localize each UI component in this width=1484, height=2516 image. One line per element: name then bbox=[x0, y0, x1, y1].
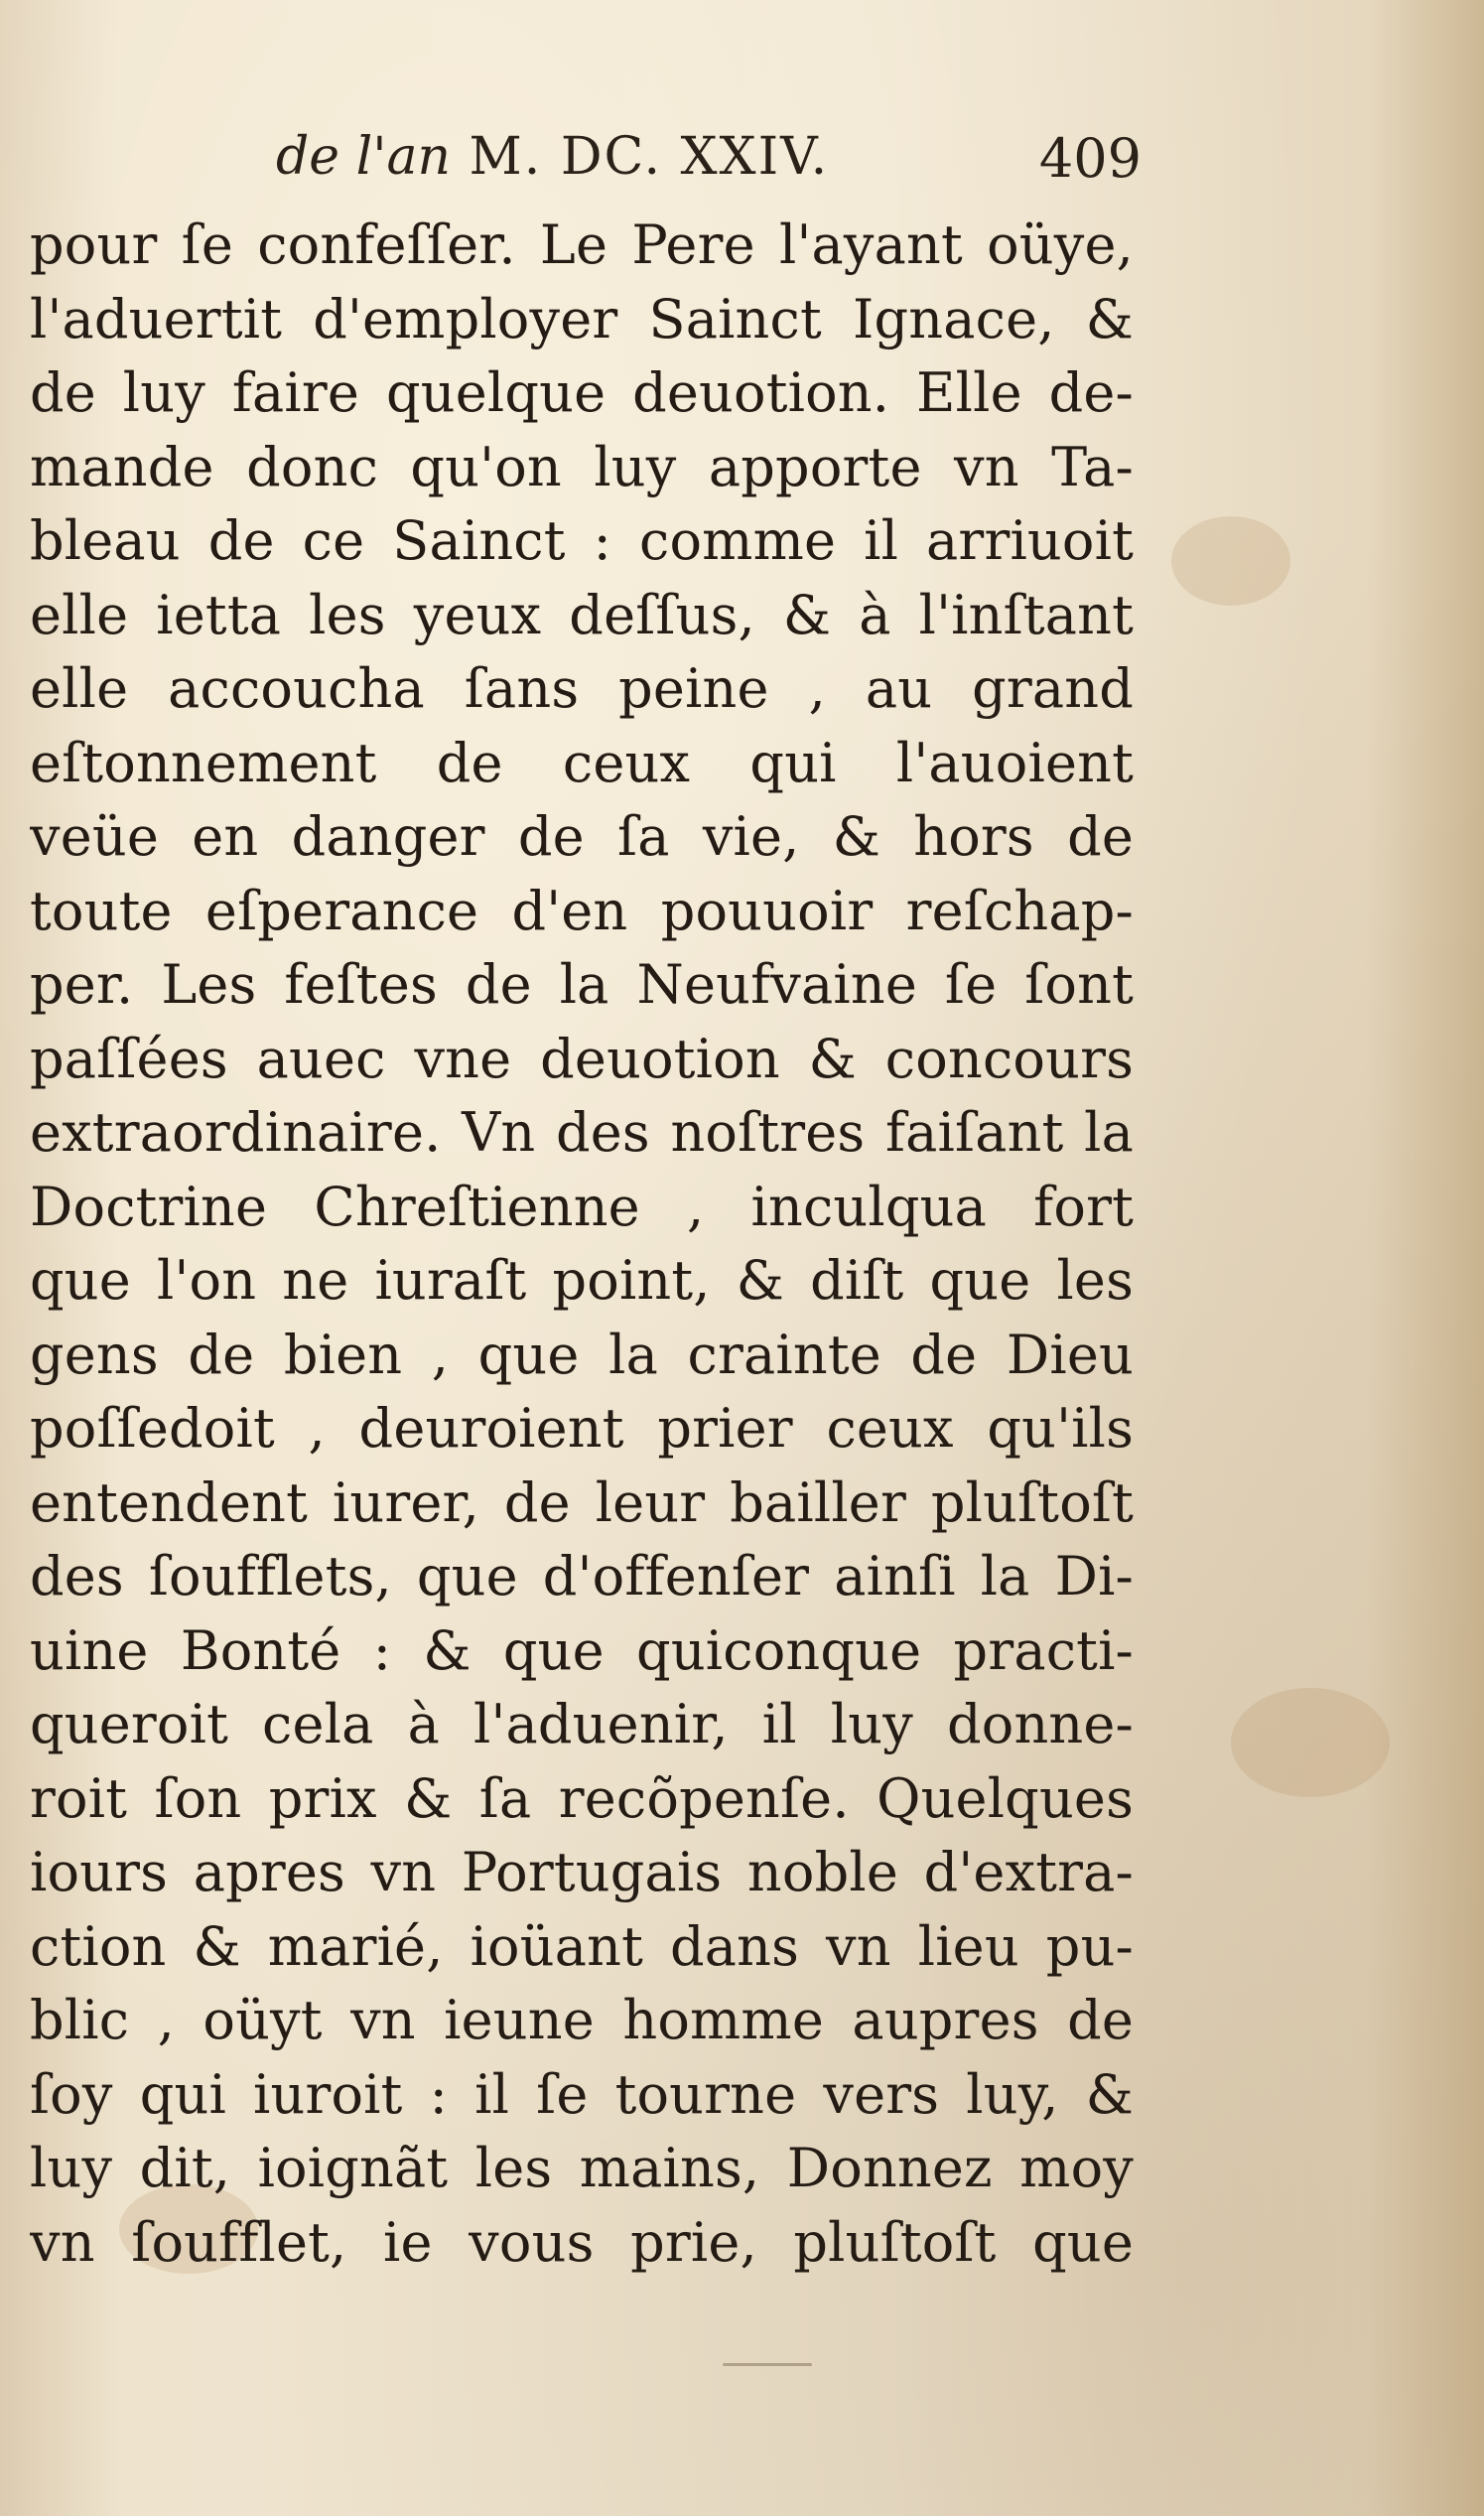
page-header bbox=[276, 127, 1142, 207]
running-head-year: M. DC. XXIV. bbox=[469, 127, 830, 187]
text-line: mande donc qu'on luy apporte vn Ta- bbox=[30, 435, 1134, 498]
text-line: elle ietta les yeux deſſus, & à l'inſtant bbox=[30, 583, 1134, 646]
text-line: bleau de ce Sainct : comme il arriuoit bbox=[30, 509, 1134, 572]
text-line: luy dit, ioignãt les mains, Donnez moy bbox=[30, 2137, 1134, 2199]
text-line: de luy faire quelque deuotion. Elle de- bbox=[30, 361, 1134, 424]
text-line: uine Bonté : & que quiconque practi- bbox=[30, 1618, 1134, 1682]
text-line: Doctrine Chreſtienne , inculqua fort bbox=[30, 1175, 1134, 1238]
text-line: ſoy qui iuroit : il ſe tourne vers luy, & bbox=[30, 2062, 1134, 2126]
text-line: ction & marié, ioüant dans vn lieu pu- bbox=[30, 1914, 1134, 1978]
text-line: poſſedoit , deuroient prier ceux qu'ils bbox=[30, 1397, 1134, 1460]
text-line: l'aduertit d'employer Sainct Ignace, & bbox=[30, 287, 1134, 350]
running-head bbox=[276, 127, 829, 187]
text-line: per. Les feſtes de la Neufvaine ſe ſont bbox=[30, 953, 1134, 1016]
text-line: elle accoucha ſans peine , au grand bbox=[30, 657, 1134, 720]
bottom-ornament-rule bbox=[723, 2363, 812, 2366]
running-head-lead: de l'an bbox=[276, 127, 452, 187]
text-line: blic , oüyt vn ieune homme aupres de bbox=[30, 1989, 1134, 2051]
text-line: paſſées auec vne deuotion & concours bbox=[30, 1027, 1134, 1090]
page-number: 409 bbox=[1038, 127, 1142, 190]
text-line: queroit cela à l'aduenir, il luy donne- bbox=[30, 1693, 1134, 1755]
text-line: roit ſon prix & ſa recõpenſe. Quelques bbox=[30, 1766, 1134, 1830]
text-line: toute eſperance d'en pouuoir reſchap- bbox=[30, 879, 1134, 942]
body-text bbox=[30, 209, 1134, 2280]
text-line: pour ſe confeſſer. Le Pere l'ayant oüye, bbox=[30, 213, 1134, 276]
text-line: veüe en danger de ſa vie, & hors de bbox=[30, 805, 1134, 868]
text-line: entendent iurer, de leur bailler pluſtoſt bbox=[30, 1470, 1134, 1534]
foxing-stain bbox=[1171, 516, 1290, 606]
text-line: extraordinaire. Vn des noſtres faiſant la bbox=[30, 1101, 1134, 1164]
foxing-stain bbox=[1231, 1688, 1390, 1797]
text-line: gens de bien , que la crainte de Dieu bbox=[30, 1323, 1134, 1386]
text-line: vn ſoufflet, ie vous prie, pluſtoſt que bbox=[30, 2210, 1134, 2274]
text-line: iours apres vn Portugais noble d'extra- bbox=[30, 1841, 1134, 1903]
text-line: eſtonnement de ceux qui l'auoient bbox=[30, 731, 1134, 794]
text-line: que l'on ne iuraſt point, & diſt que les bbox=[30, 1249, 1134, 1312]
text-line: des ſoufflets, que d'offenſer ainſi la Di- bbox=[30, 1545, 1134, 1607]
